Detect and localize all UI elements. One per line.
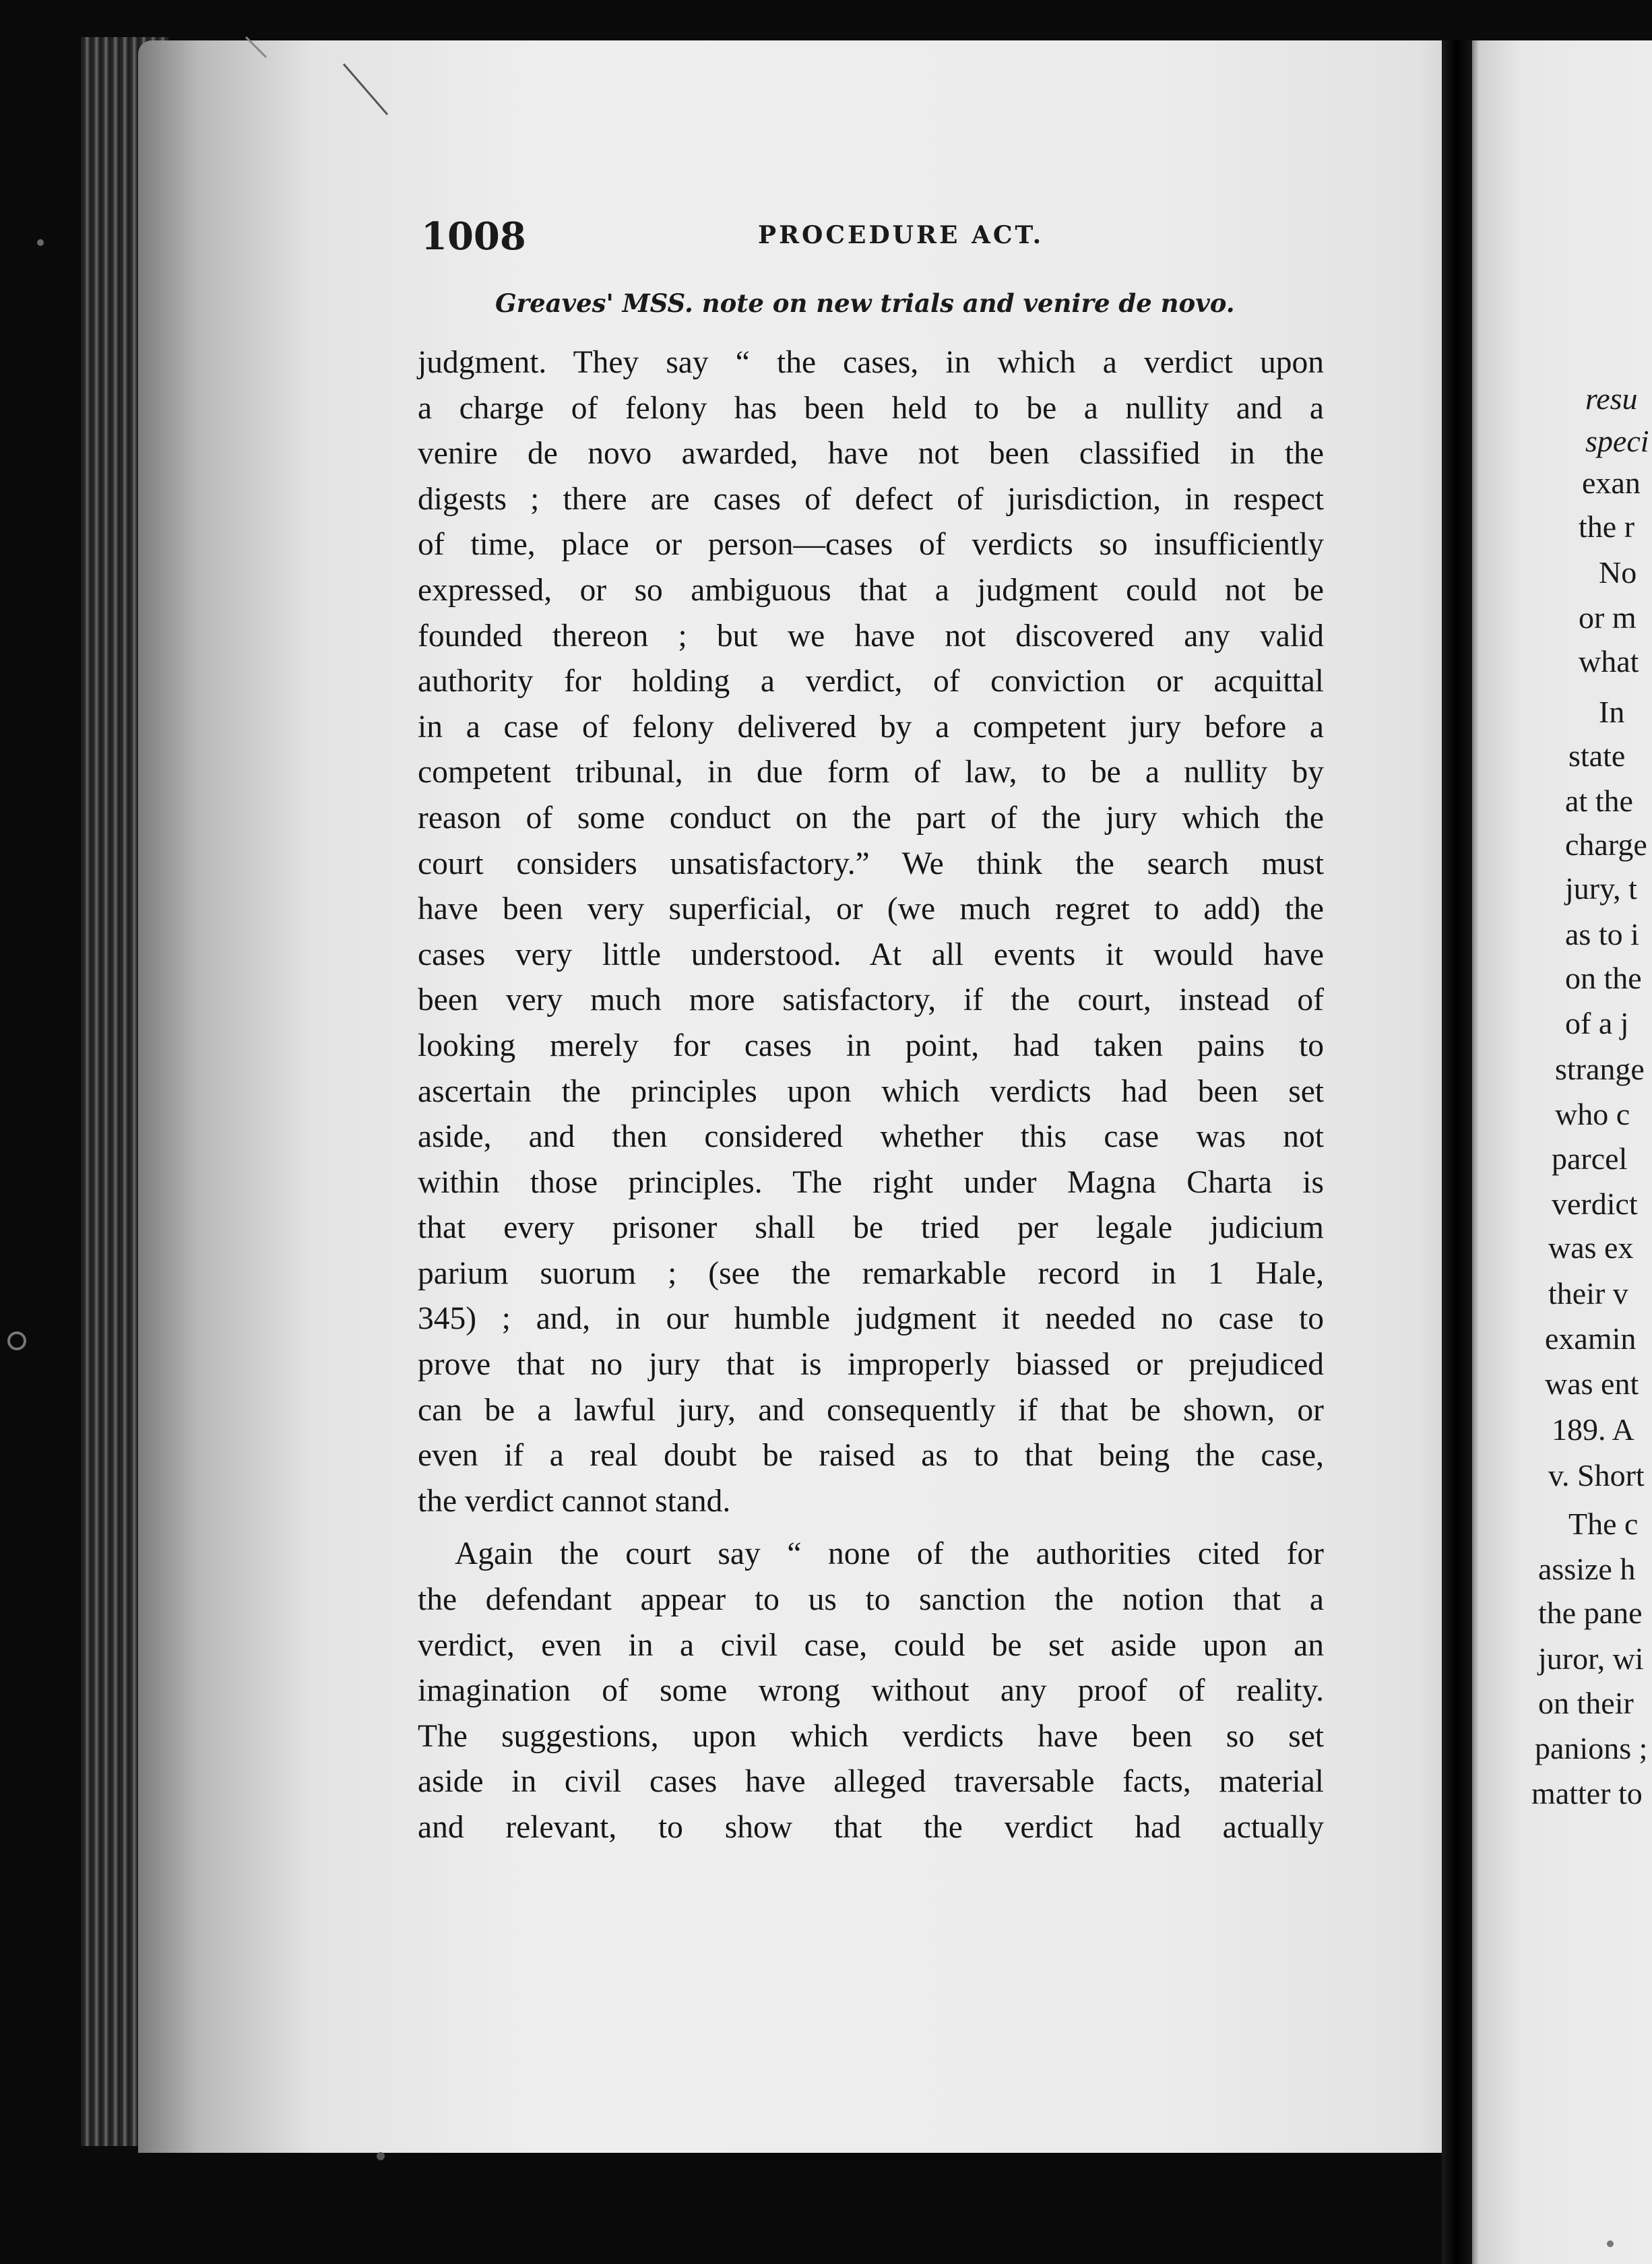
text-line: Again the court say “ none of the authorities cited for: [455, 1536, 1324, 1572]
text-line: court considers unsatisfactory.” We think the search must: [418, 846, 1324, 881]
text-line: of time, place or person—cases of verdicts so insufficiently: [418, 527, 1324, 563]
section-subheading: Greaves' MSS. note on new trials and venire de novo.: [495, 288, 1235, 318]
text-line: a charge of felony has been held to be a nullity and a: [418, 390, 1324, 426]
adjacent-page-line-fragment: the pane: [1538, 1596, 1643, 1630]
text-line: digests ; there are cases of defect of jurisdiction, in respect: [418, 481, 1324, 517]
adjacent-page-fragments: [1528, 381, 1652, 1823]
adjacent-page-line-fragment: as to i: [1565, 917, 1639, 951]
text-line: competent tribunal, in due form of law, to be a nullity by: [418, 755, 1324, 790]
adjacent-page-line-fragment: who c: [1555, 1097, 1630, 1131]
text-line: even if a real doubt be raised as to that being the case,: [418, 1438, 1324, 1474]
text-line: the defendant appear to us to sanction the notion that a: [418, 1582, 1324, 1618]
adjacent-page-line-fragment: 189. A: [1552, 1412, 1634, 1447]
adjacent-page-line-fragment: resu: [1585, 381, 1638, 416]
text-line: can be a lawful jury, and consequently if that be shown, or: [418, 1392, 1324, 1428]
adjacent-page-line-fragment: strange: [1555, 1052, 1645, 1086]
adjacent-page-line-fragment: was ent: [1545, 1366, 1639, 1401]
adjacent-page-line-fragment: v. Short: [1548, 1458, 1645, 1492]
paragraph-2: [418, 1532, 1324, 1850]
page-gutter: [1442, 40, 1472, 2264]
adjacent-page-line-fragment: jury, t: [1565, 871, 1637, 906]
text-line: within those principles. The right under Magna Charta is: [418, 1164, 1324, 1200]
adjacent-page-line-fragment: or m: [1579, 600, 1637, 635]
text-line: that every prisoner shall be tried per legale judicium: [418, 1210, 1324, 1246]
adjacent-page-line-fragment: matter to: [1531, 1776, 1643, 1811]
adjacent-page-line-fragment: at the: [1565, 784, 1633, 818]
adjacent-page-line-fragment: on their: [1538, 1686, 1634, 1720]
adjacent-page-line-fragment: was ex: [1548, 1230, 1634, 1265]
text-line: reason of some conduct on the part of the jury which the: [418, 800, 1324, 836]
text-line: imagination of some wrong without any proof of reality.: [418, 1673, 1324, 1709]
adjacent-page-line-fragment: The c: [1568, 1507, 1639, 1541]
text-line: been very much more satisfactory, if the court, instead of: [418, 982, 1324, 1018]
text-line: verdict, even in a civil case, could be set aside upon an: [418, 1627, 1324, 1663]
adjacent-page-line-fragment: examin: [1545, 1321, 1637, 1356]
paragraph-1: [418, 340, 1324, 1524]
page-number: 1008: [421, 214, 526, 259]
adjacent-page-line-fragment: exan: [1582, 466, 1641, 500]
text-line: looking merely for cases in point, had taken pains to: [418, 1028, 1324, 1063]
adjacent-page-line-fragment: of a j: [1565, 1006, 1629, 1040]
text-line: have been very superficial, or (we much regret to add) the: [418, 891, 1324, 927]
adjacent-page-line-fragment: on the: [1565, 961, 1642, 995]
adjacent-page-line-fragment: In: [1599, 695, 1625, 729]
text-line: ascertain the principles upon which verdicts had been set: [418, 1073, 1324, 1109]
adjacent-page-line-fragment: what: [1579, 644, 1639, 679]
text-line: prove that no jury that is improperly biassed or prejudiced: [418, 1347, 1324, 1383]
text-line: parium suorum ; (see the remarkable record in 1 Hale,: [418, 1255, 1324, 1291]
adjacent-page-line-fragment: assize h: [1538, 1552, 1636, 1586]
adjacent-page-line-fragment: juror, wi: [1538, 1641, 1644, 1676]
adjacent-page-line-fragment: charge: [1565, 827, 1647, 862]
adjacent-page-line-fragment: state: [1568, 738, 1626, 773]
text-line: venire de novo awarded, have not been classified in the: [418, 436, 1324, 472]
text-line: 345) ; and, in our humble judgment it needed no case to: [418, 1301, 1324, 1337]
adjacent-page-line-fragment: their v: [1548, 1276, 1628, 1311]
adjacent-page-line-fragment: parcel: [1552, 1141, 1628, 1176]
page-title: PROCEDURE ACT.: [758, 221, 1044, 249]
text-line: the verdict cannot stand.: [418, 1483, 731, 1519]
text-line: cases very little understood. At all events it would have: [418, 937, 1324, 972]
text-line: The suggestions, upon which verdicts have been so set: [418, 1718, 1324, 1754]
adjacent-page-line-fragment: No: [1599, 555, 1637, 590]
text-line: aside in civil cases have alleged traversable facts, material: [418, 1764, 1324, 1800]
text-line: judgment. They say “ the cases, in which a verdict upon: [418, 345, 1324, 380]
text-line: aside, and then considered whether this case was not: [418, 1119, 1324, 1155]
adjacent-page-line-fragment: panions ;: [1535, 1731, 1648, 1765]
running-head: [421, 214, 1324, 268]
text-line: in a case of felony delivered by a competent jury before a: [418, 709, 1324, 745]
text-line: authority for holding a verdict, of conviction or acquittal: [418, 664, 1324, 699]
adjacent-page-line-fragment: the r: [1579, 509, 1635, 544]
adjacent-page-line-fragment: verdict: [1552, 1187, 1638, 1221]
adjacent-page-line-fragment: speci: [1585, 424, 1649, 458]
text-line: and relevant, to show that the verdict had actually: [418, 1810, 1324, 1845]
body-text: [418, 340, 1324, 1851]
text-line: expressed, or so ambiguous that a judgment could not be: [418, 572, 1324, 608]
text-line: founded thereon ; but we have not discovered any valid: [418, 618, 1324, 654]
